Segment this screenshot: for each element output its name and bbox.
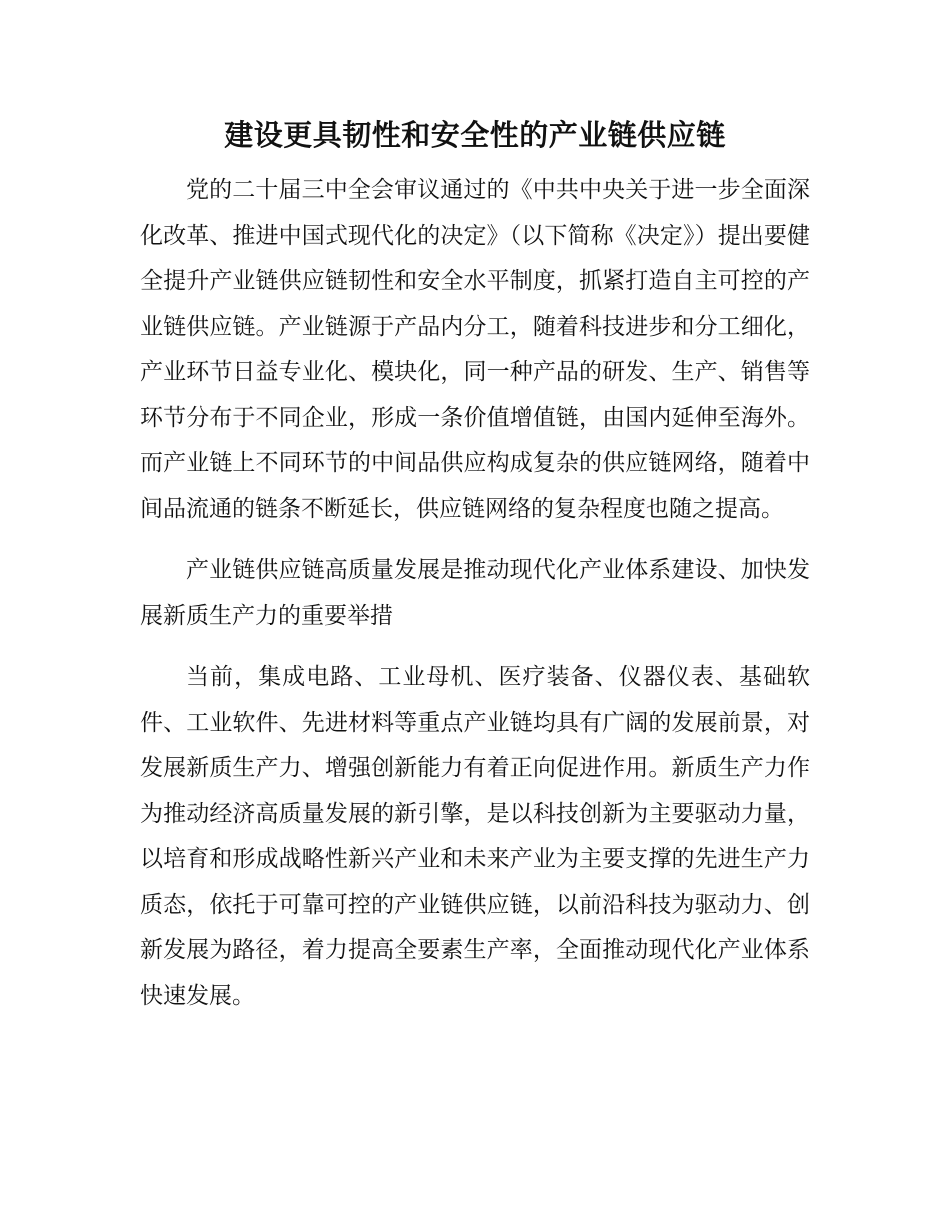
paragraph-section-heading: 产业链供应链高质量发展是推动现代化产业体系建设、加快发展新质生产力的重要举措	[140, 557, 810, 629]
document-body	[140, 168, 810, 1019]
paragraph-intro: 党的二十届三中全会审议通过的《中共中央关于进一步全面深化改革、推进中国式现代化的决定》（以下简称《决定》）提出要健全提升产业链供应链韧性和安全水平制度，抓紧打造自主可控的产业链供应链。产业链源于产品内分工，随着科技进步和分工细化，产业环节日益专业化、模块化，同一种产品的研发、生产、销售等环节分布于不同企业，形成一条价值增值链，由国内延伸至海外。而产业链上不同环节的中间品供应构成复杂的供应链网络，随着中间品流通的链条不断延长，供应链网络的复杂程度也随之提高。	[140, 177, 810, 522]
document-title: 建设更具韧性和安全性的产业链供应链	[224, 118, 726, 152]
paragraph-current-situation: 当前，集成电路、工业母机、医疗装备、仪器仪表、基础软件、工业软件、先进材料等重点产业链均具有广阔的发展前景，对发展新质生产力、增强创新能力有着正向促进作用。新质生产力作为推动经济高质量发展的新引擎，是以科技创新为主要驱动力量，以培育和形成战略性新兴产业和未来产业为主要支撑的先进生产力质态，依托于可靠可控的产业链供应链，以前沿科技为驱动力、创新发展为路径，着力提高全要素生产率，全面推动现代化产业体系快速发展。	[140, 664, 810, 1009]
